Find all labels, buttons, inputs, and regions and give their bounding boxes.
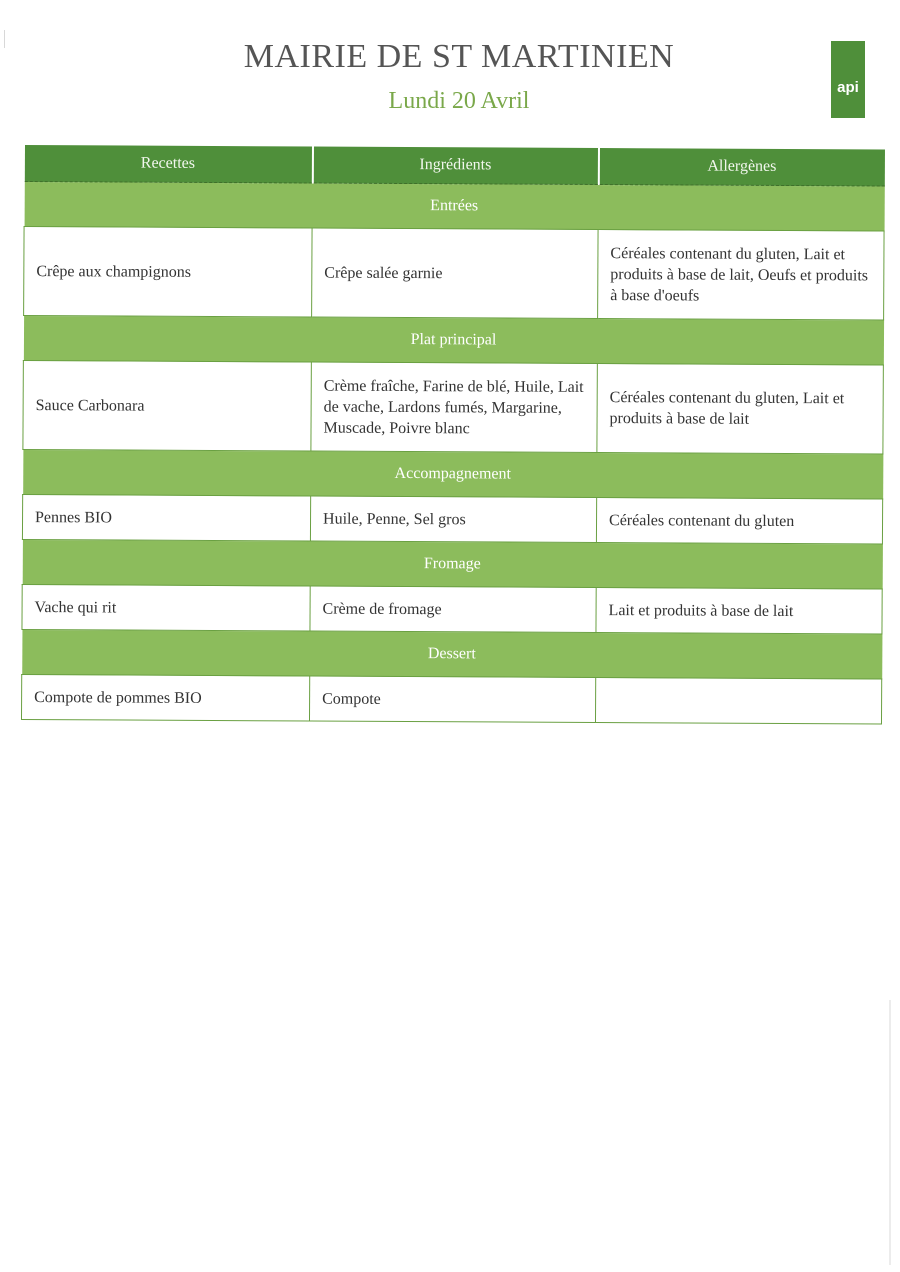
page-title: MAIRIE DE ST MARTINIEN: [243, 38, 675, 75]
recipe-cell: Vache qui rit: [22, 584, 310, 631]
ingredients-cell: Crêpe salée garnie: [312, 228, 598, 318]
ingredients-cell: Crème de fromage: [310, 586, 596, 632]
table-header-row: [24, 145, 884, 186]
table-row: [24, 227, 884, 321]
section-row-entrees: [24, 182, 884, 232]
section-row-accompagnement: [23, 449, 883, 499]
recipe-cell: Compote de pommes BIO: [21, 674, 309, 721]
table-row: [22, 584, 882, 634]
ingredients-cell: Crème fraîche, Farine de blé, Huile, Lait de vache, Lardons fumés, Margarine, Muscade, Poivre blanc: [311, 362, 597, 452]
section-label: Plat principal: [23, 316, 883, 366]
table-row: [23, 360, 883, 454]
recipe-cell: Sauce Carbonara: [23, 360, 311, 451]
scan-edge-shadow: [889, 1000, 891, 1265]
recipe-cell: Pennes BIO: [22, 494, 310, 541]
menu-table: [21, 145, 885, 725]
allergens-cell: Céréales contenant du gluten, Lait et produits à base de lait, Oeufs et produits à base d'oeufs: [598, 230, 884, 320]
api-logo: api: [831, 41, 865, 118]
allergens-cell: Lait et produits à base de lait: [596, 588, 882, 634]
allergens-cell: Céréales contenant du gluten: [596, 498, 882, 544]
recipe-cell: Crêpe aux champignons: [24, 227, 312, 318]
menu-date: Lundi 20 Avril: [388, 88, 530, 114]
section-label: Accompagnement: [23, 449, 883, 499]
section-label: Entrées: [24, 182, 884, 232]
column-header-recettes: Recettes: [24, 145, 312, 183]
table-row: [22, 494, 882, 544]
ingredients-cell: Compote: [309, 676, 595, 722]
column-header-ingredients: Ingrédients: [312, 147, 598, 185]
section-label: Dessert: [22, 629, 882, 679]
column-header-allergenes: Allergènes: [598, 148, 884, 186]
section-row-fromage: [22, 539, 882, 589]
section-row-dessert: [22, 629, 882, 679]
table-row: [21, 674, 881, 724]
allergens-cell: Céréales contenant du gluten, Lait et produits à base de lait: [597, 364, 883, 454]
section-label: Fromage: [22, 539, 882, 589]
section-row-plat-principal: [23, 316, 883, 366]
ingredients-cell: Huile, Penne, Sel gros: [310, 496, 596, 542]
allergens-cell: [595, 678, 881, 724]
